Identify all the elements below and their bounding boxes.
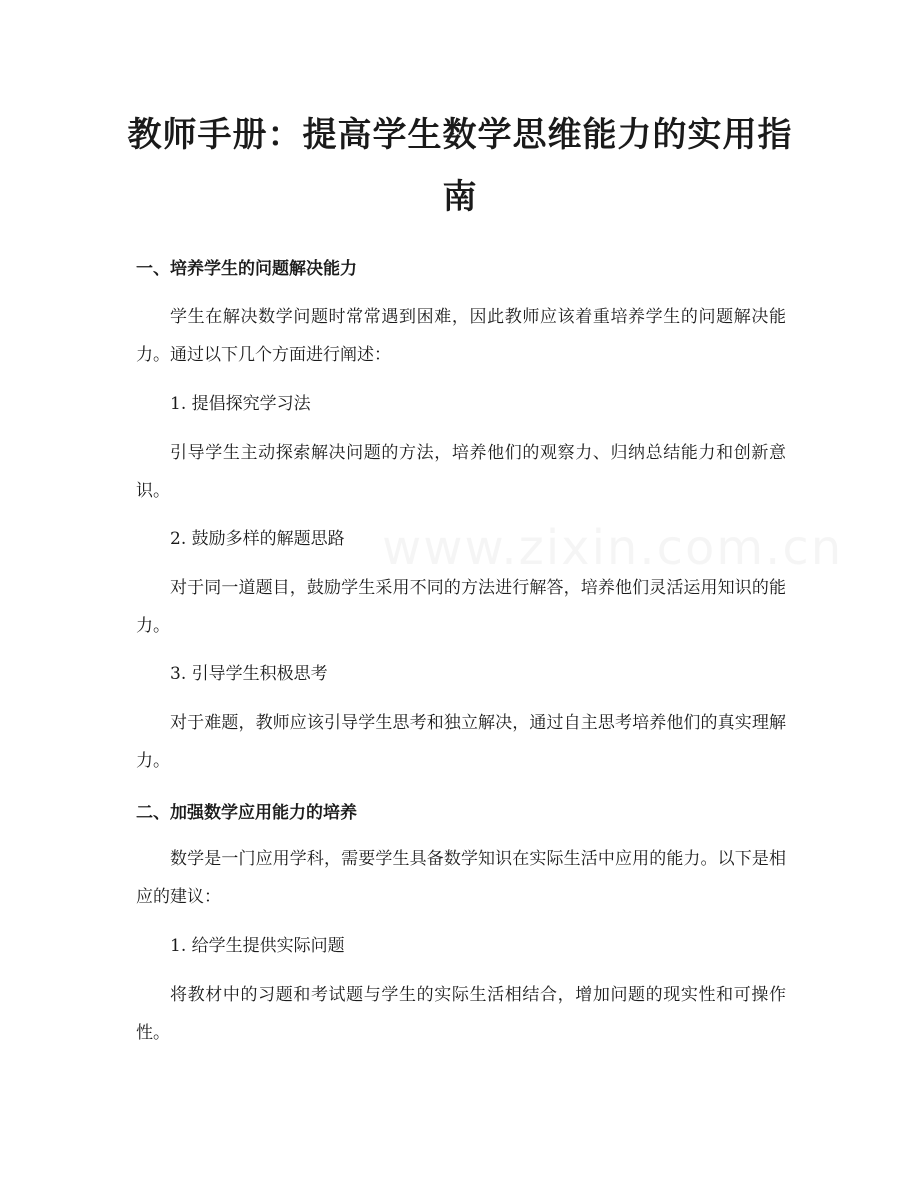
- section-2-item-1-label: 1. 给学生提供实际问题: [170, 936, 345, 956]
- section-1-intro: 学生在解决数学问题时常常遇到困难，因此教师应该着重培养学生的问题解决能力。通过以下几个方面进行阐述：: [136, 307, 786, 365]
- section-1-item-3-label: 3. 引导学生积极思考: [170, 664, 328, 684]
- section-heading-1: 一、培养学生的问题解决能力: [136, 259, 357, 279]
- section-1-item-3-text: 对于难题，教师应该引导学生思考和独立解决，通过自主思考培养他们的真实理解力。: [136, 713, 786, 771]
- section-1-item-2-text: 对于同一道题目，鼓励学生采用不同的方法进行解答，培养他们灵活运用知识的能力。: [136, 578, 786, 636]
- section-heading-2: 二、加强数学应用能力的培养: [136, 803, 357, 823]
- watermark: [382, 520, 843, 576]
- section-1-item-1-label: 1. 提倡探究学习法: [170, 394, 311, 414]
- section-1-item-1-text: 引导学生主动探索解决问题的方法，培养他们的观察力、归纳总结能力和创新意识。: [136, 443, 786, 501]
- section-2-intro: 数学是一门应用学科，需要学生具备数学知识在实际生活中应用的能力。以下是相应的建议：: [136, 849, 786, 907]
- section-2-item-1-text: 将教材中的习题和考试题与学生的实际生活相结合，增加问题的现实性和可操作性。: [136, 985, 786, 1043]
- page-title: 教师手册：提高学生数学思维能力的实用指南: [127, 115, 793, 217]
- section-1-item-2-label: 2. 鼓励多样的解题思路: [170, 529, 345, 549]
